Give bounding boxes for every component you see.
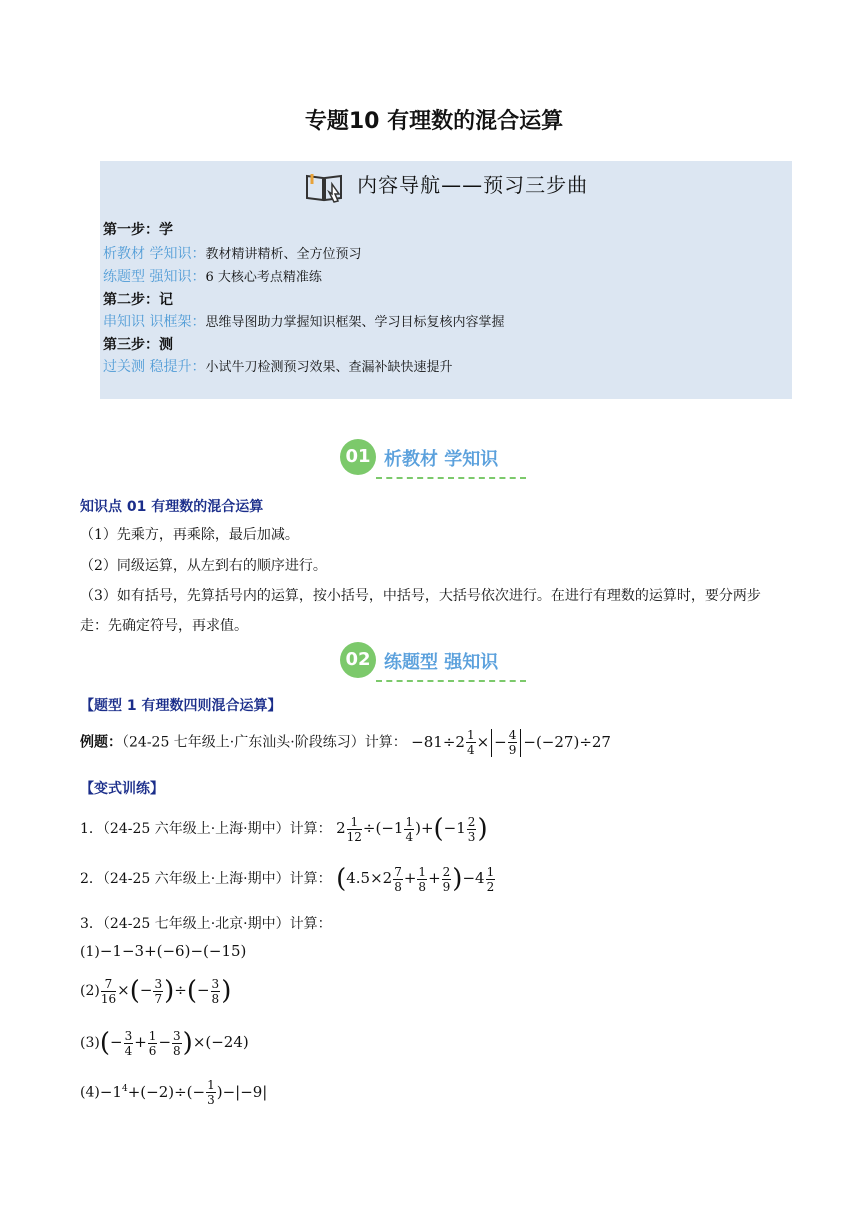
nav-header-text: 内容导航——预习三步曲 <box>357 173 589 197</box>
question-1 <box>80 814 488 844</box>
subquestion-4-label: (4) <box>80 1084 100 1101</box>
question-1-expression: 2 $\frac{1}{12}$ ÷(−1 $\frac{1}{4}$ )+(−1 $\frac{2}{3}$ ) <box>336 814 488 844</box>
nav-line-3-text: 思维导图助力掌握知识框架、学习目标复核内容掌握 <box>205 315 505 330</box>
section-banner-02-text: 练题型 强知识 <box>384 652 499 673</box>
nav-line-4 <box>103 356 452 376</box>
nav-line-1 <box>103 243 361 263</box>
section-banner-01-text: 析教材 学知识 <box>384 449 499 470</box>
example-label: 例题： <box>80 734 122 751</box>
example-expression: −81÷2 $\frac{1}{4}$ × − $\frac{4}{9}$ −(−27)÷27 <box>411 728 611 757</box>
page-title: 专题10 有理数的混合运算 <box>304 109 564 134</box>
question-2-expression: (4.5×2 $\frac{7}{8}$ + $\frac{1}{8}$ + $\frac{2}{9}$ )−4 $\frac{1}{2}$ <box>336 864 495 894</box>
book-pointer-icon <box>304 170 346 204</box>
nav-line-3-highlight: 串知识 识框架： <box>103 314 206 330</box>
example-source: （24-25 七年级上·广东汕头·阶段练习）计算： <box>122 734 407 751</box>
question-2-text: 2．（24-25 六年级上·上海·期中）计算： <box>80 871 332 887</box>
subquestion-3-label: (3) <box>80 1035 100 1051</box>
section-banner-01 <box>340 439 530 479</box>
section-banner-02 <box>340 642 530 682</box>
type-1-heading: 【题型 1 有理数四则混合运算】 <box>80 698 282 714</box>
banner-02-dashline <box>376 680 526 682</box>
step-2: 第二步：记 <box>103 292 173 308</box>
section-badge-02: 02 <box>340 642 376 678</box>
subquestion-4 <box>80 1078 267 1107</box>
nav-line-2-text: 6 大核心考点精准练 <box>205 270 322 285</box>
kp-para-2: （2）同级运算，从左到右的顺序进行。 <box>80 558 327 574</box>
nav-line-1-highlight: 析教材 学知识： <box>103 246 206 262</box>
content-navigation-box <box>100 161 792 399</box>
question-2 <box>80 864 496 894</box>
nav-header <box>100 169 792 204</box>
knowledge-point-title: 知识点 01 有理数的混合运算 <box>80 499 264 515</box>
nav-line-2 <box>103 266 322 286</box>
nav-line-2-highlight: 练题型 强知识： <box>103 269 206 285</box>
nav-line-3 <box>103 311 504 331</box>
subquestion-1-label: (1) <box>80 944 100 960</box>
step-3: 第三步：测 <box>103 337 173 353</box>
example-problem <box>80 728 611 757</box>
step-1: 第一步：学 <box>103 222 173 238</box>
question-3: 3．（24-25 七年级上·北京·期中）计算： <box>80 916 332 932</box>
subquestion-3 <box>80 1028 249 1058</box>
variant-heading: 【变式训练】 <box>80 781 164 797</box>
kp-para-1: （1）先乘方，再乘除，最后加减。 <box>80 527 299 543</box>
nav-line-1-text: 教材精讲精析、全方位预习 <box>205 247 362 262</box>
subquestion-1 <box>80 942 246 960</box>
banner-01-dashline <box>376 477 526 479</box>
section-badge-01: 01 <box>340 439 376 475</box>
subquestion-4-expression: $-1^4+(-2)\div(-$ $\frac{1}{3}$ )−|−9| <box>99 1078 268 1107</box>
nav-line-4-text: 小试牛刀检测预习效果、查漏补缺快速提升 <box>205 360 453 375</box>
subquestion-3-expression: (− $\frac{3}{4}$ + $\frac{1}{6}$ − $\frac{3}{8}$ )×(−24) <box>99 1028 249 1058</box>
subquestion-2 <box>80 976 231 1006</box>
subquestion-2-label: (2) <box>80 983 100 999</box>
subquestion-2-expression: $\frac{7}{16}$ ×(− $\frac{3}{7}$ )÷(− $\frac{3}{8}$ ) <box>100 976 232 1006</box>
nav-line-4-highlight: 过关测 稳提升： <box>103 359 206 375</box>
question-1-text: 1．（24-25 六年级上·上海·期中）计算： <box>80 821 332 837</box>
kp-para-3a: （3）如有括号，先算括号内的运算，按小括号，中括号，大括号依次进行。在进行有理数的运算时，要分两步 <box>80 588 761 604</box>
kp-para-3b: 走：先确定符号，再求值。 <box>80 618 248 634</box>
subquestion-1-expression: −1−3+(−6)−(−15) <box>99 942 247 960</box>
